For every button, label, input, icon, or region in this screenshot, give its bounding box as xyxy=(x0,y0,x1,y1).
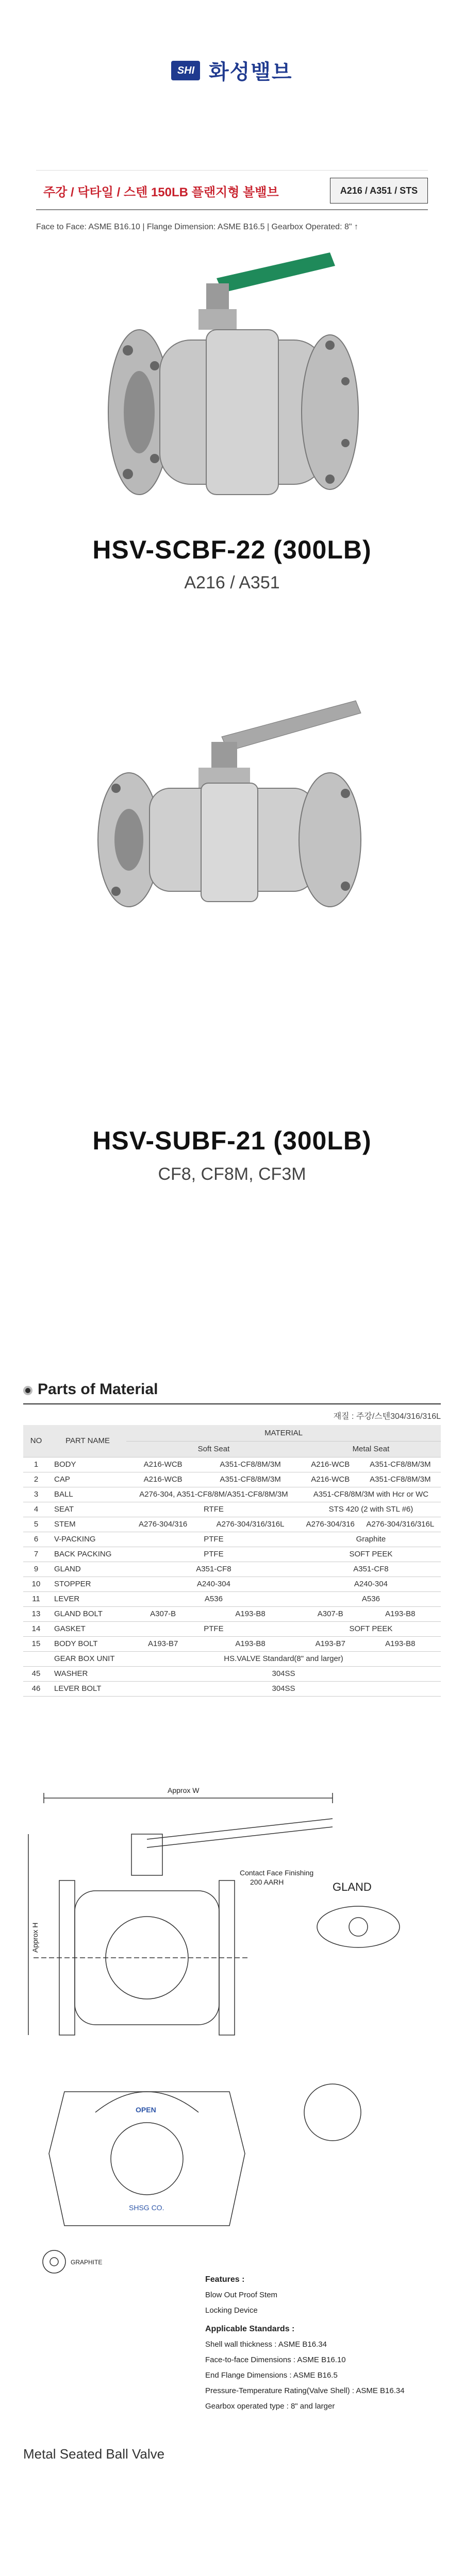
table-row xyxy=(23,1577,441,1591)
table-cell: PTFE xyxy=(126,1621,301,1636)
table-cell: 6 xyxy=(23,1532,49,1547)
standard-item: End Flange Dimensions : ASME B16.5 xyxy=(205,2371,338,2380)
col-metal-seat: Metal Seat xyxy=(301,1441,441,1457)
table-cell: 14 xyxy=(23,1621,49,1636)
feature-item: Locking Device xyxy=(205,2306,258,2315)
parts-table xyxy=(23,1425,441,1697)
table-cell: A193-B7 xyxy=(301,1636,360,1651)
table-row xyxy=(23,1502,441,1517)
table-cell: WASHER xyxy=(49,1666,126,1681)
table-cell: A307-B xyxy=(301,1606,360,1621)
standard-item: Face-to-face Dimensions : ASME B16.10 xyxy=(205,2355,346,2364)
col-material: MATERIAL xyxy=(126,1425,441,1441)
table-cell: 4 xyxy=(23,1502,49,1517)
table-row xyxy=(23,1621,441,1636)
table-row xyxy=(23,1562,441,1577)
table-cell: A536 xyxy=(301,1591,441,1606)
table-cell: 11 xyxy=(23,1591,49,1606)
table-cell: 46 xyxy=(23,1681,49,1696)
approx-w-label: Approx W xyxy=(168,1786,200,1794)
features-block xyxy=(205,2272,405,2414)
table-cell: A240-304 xyxy=(301,1577,441,1591)
table-row xyxy=(23,1666,441,1681)
parts-body xyxy=(23,1457,441,1696)
feature-item: Blow Out Proof Stem xyxy=(205,2291,278,2299)
product-material-1: A216 / A351 xyxy=(184,573,280,592)
table-cell: GLAND BOLT xyxy=(49,1606,126,1621)
table-cell: BODY BOLT xyxy=(49,1636,126,1651)
table-cell: 304SS xyxy=(126,1681,441,1696)
table-cell: A307-B xyxy=(126,1606,200,1621)
table-cell: PTFE xyxy=(126,1532,301,1547)
standards-title: Applicable Standards : xyxy=(205,2325,295,2333)
table-cell: 5 xyxy=(23,1517,49,1532)
product-name-2: HSV-SUBF-21 (300LB) xyxy=(92,1126,372,1155)
brand-logo xyxy=(0,56,464,85)
table-cell: LEVER BOLT xyxy=(49,1681,126,1696)
graphite-label: GRAPHITE xyxy=(71,2259,103,2266)
ball-valve-lever-illustration xyxy=(88,247,376,515)
features-title: Features : xyxy=(205,2275,245,2284)
section-divider xyxy=(23,1403,441,1404)
logo-mark: SHI xyxy=(171,61,200,80)
table-row xyxy=(23,1517,441,1532)
table-row xyxy=(23,1651,441,1666)
table-cell: 3 xyxy=(23,1487,49,1502)
table-cell: SEAT xyxy=(49,1502,126,1517)
open-label: OPEN xyxy=(136,2106,156,2114)
table-cell: A193-B8 xyxy=(360,1606,441,1621)
category-title: 주강 / 닥타일 / 스텐 150LB 플랜지형 볼밸브 xyxy=(43,185,279,199)
table-cell: SOFT PEEK xyxy=(301,1621,441,1636)
table-row xyxy=(23,1547,441,1562)
table-cell: A536 xyxy=(126,1591,301,1606)
table-cell: PTFE xyxy=(126,1547,301,1562)
table-cell: A276-304, A351-CF8/8M/A351-CF8/8M/3M xyxy=(126,1487,301,1502)
standard-item: Shell wall thickness : ASME B16.34 xyxy=(205,2340,327,2349)
metal-seated-label: Metal Seated Ball Valve xyxy=(23,2446,165,2462)
table-row xyxy=(23,1606,441,1621)
table-cell: A193-B7 xyxy=(126,1636,200,1651)
table-cell: BALL xyxy=(49,1487,126,1502)
table-cell: CAP xyxy=(49,1472,126,1487)
table-cell: RTFE xyxy=(126,1502,301,1517)
material-badge: A216 / A351 / STS xyxy=(330,178,428,204)
table-cell: STEM xyxy=(49,1517,126,1532)
table-cell: A351-CF8 xyxy=(126,1562,301,1577)
table-cell: A276-304/316 xyxy=(301,1517,360,1532)
standard-item: Pressure-Temperature Rating(Valve Shell) : ASME B16.34 xyxy=(205,2386,405,2395)
table-cell: 304SS xyxy=(126,1666,441,1681)
contact-face-label: Contact Face Finishing xyxy=(240,1869,314,1877)
col-soft-seat: Soft Seat xyxy=(126,1441,301,1457)
contact-face-value: 200 AARH xyxy=(250,1878,284,1886)
table-cell: A216-WCB xyxy=(301,1472,360,1487)
gland-label: GLAND xyxy=(333,1880,372,1893)
table-cell: HS.VALVE Standard(8" and larger) xyxy=(126,1651,441,1666)
brand-name: 화성밸브 xyxy=(208,61,293,83)
table-cell: BODY xyxy=(49,1457,126,1472)
table-cell: A193-B8 xyxy=(200,1636,301,1651)
table-cell: A193-B8 xyxy=(200,1606,301,1621)
parts-note: 재질 : 주강/스텐304/316/316L xyxy=(333,1412,441,1421)
table-cell: GEAR BOX UNIT xyxy=(49,1651,126,1666)
table-cell: 10 xyxy=(23,1577,49,1591)
table-cell: 2 xyxy=(23,1472,49,1487)
brand-small-label: SHSG CO. xyxy=(129,2204,164,2212)
table-cell: 9 xyxy=(23,1562,49,1577)
approx-h-label: Approx H xyxy=(31,1922,39,1953)
table-cell: A351-CF8 xyxy=(301,1562,441,1577)
table-cell: BACK PACKING xyxy=(49,1547,126,1562)
bullet-icon xyxy=(23,1386,32,1395)
col-no: NO xyxy=(23,1425,49,1457)
table-cell: A276-304/316 xyxy=(126,1517,200,1532)
table-row xyxy=(23,1681,441,1696)
table-cell: A276-304/316/316L xyxy=(360,1517,441,1532)
table-cell: 15 xyxy=(23,1636,49,1651)
product-name-1: HSV-SCBF-22 (300LB) xyxy=(92,535,372,564)
col-part: PART NAME xyxy=(49,1425,126,1457)
table-cell: LEVER xyxy=(49,1591,126,1606)
table-cell xyxy=(23,1651,49,1666)
table-row xyxy=(23,1472,441,1487)
table-cell: A216-WCB xyxy=(126,1472,200,1487)
table-cell: 45 xyxy=(23,1666,49,1681)
table-cell: Graphite xyxy=(301,1532,441,1547)
table-cell: A193-B8 xyxy=(360,1636,441,1651)
table-row xyxy=(23,1591,441,1606)
table-cell: A351-CF8/8M/3M xyxy=(360,1457,441,1472)
table-cell: STS 420 (2 with STL #6) xyxy=(301,1502,441,1517)
table-cell: V-PACKING xyxy=(49,1532,126,1547)
table-cell: A216-WCB xyxy=(301,1457,360,1472)
table-cell: A276-304/316/316L xyxy=(200,1517,301,1532)
table-cell: A351-CF8/8M/3M xyxy=(200,1457,301,1472)
product-image-1 xyxy=(0,247,464,515)
spec-line: Face to Face: ASME B16.10 | Flange Dimension: ASME B16.5 | Gearbox Operated: 8" ↑ xyxy=(36,223,358,231)
product-material-2: CF8, CF8M, CF3M xyxy=(158,1164,306,1184)
table-cell: GLAND xyxy=(49,1562,126,1577)
table-cell: GASKET xyxy=(49,1621,126,1636)
table-row xyxy=(23,1636,441,1651)
table-cell: SOFT PEEK xyxy=(301,1547,441,1562)
table-row xyxy=(23,1487,441,1502)
table-cell: 7 xyxy=(23,1547,49,1562)
table-cell: 13 xyxy=(23,1606,49,1621)
table-row xyxy=(23,1457,441,1472)
standard-item: Gearbox operated type : 8" and larger xyxy=(205,2402,335,2411)
table-cell: A240-304 xyxy=(126,1577,301,1591)
table-cell: 1 xyxy=(23,1457,49,1472)
table-row xyxy=(23,1532,441,1547)
stainless-ball-valve-illustration xyxy=(67,690,397,917)
parts-heading: Parts of Material xyxy=(23,1381,158,1398)
table-cell: A351-CF8/8M/3M xyxy=(360,1472,441,1487)
table-cell: A351-CF8/8M/3M xyxy=(200,1472,301,1487)
product-image-2 xyxy=(0,690,464,917)
table-cell: A216-WCB xyxy=(126,1457,200,1472)
table-cell: STOPPER xyxy=(49,1577,126,1591)
title-bar xyxy=(36,170,428,210)
table-cell: A351-CF8/8M/3M with Hcr or WC xyxy=(301,1487,441,1502)
